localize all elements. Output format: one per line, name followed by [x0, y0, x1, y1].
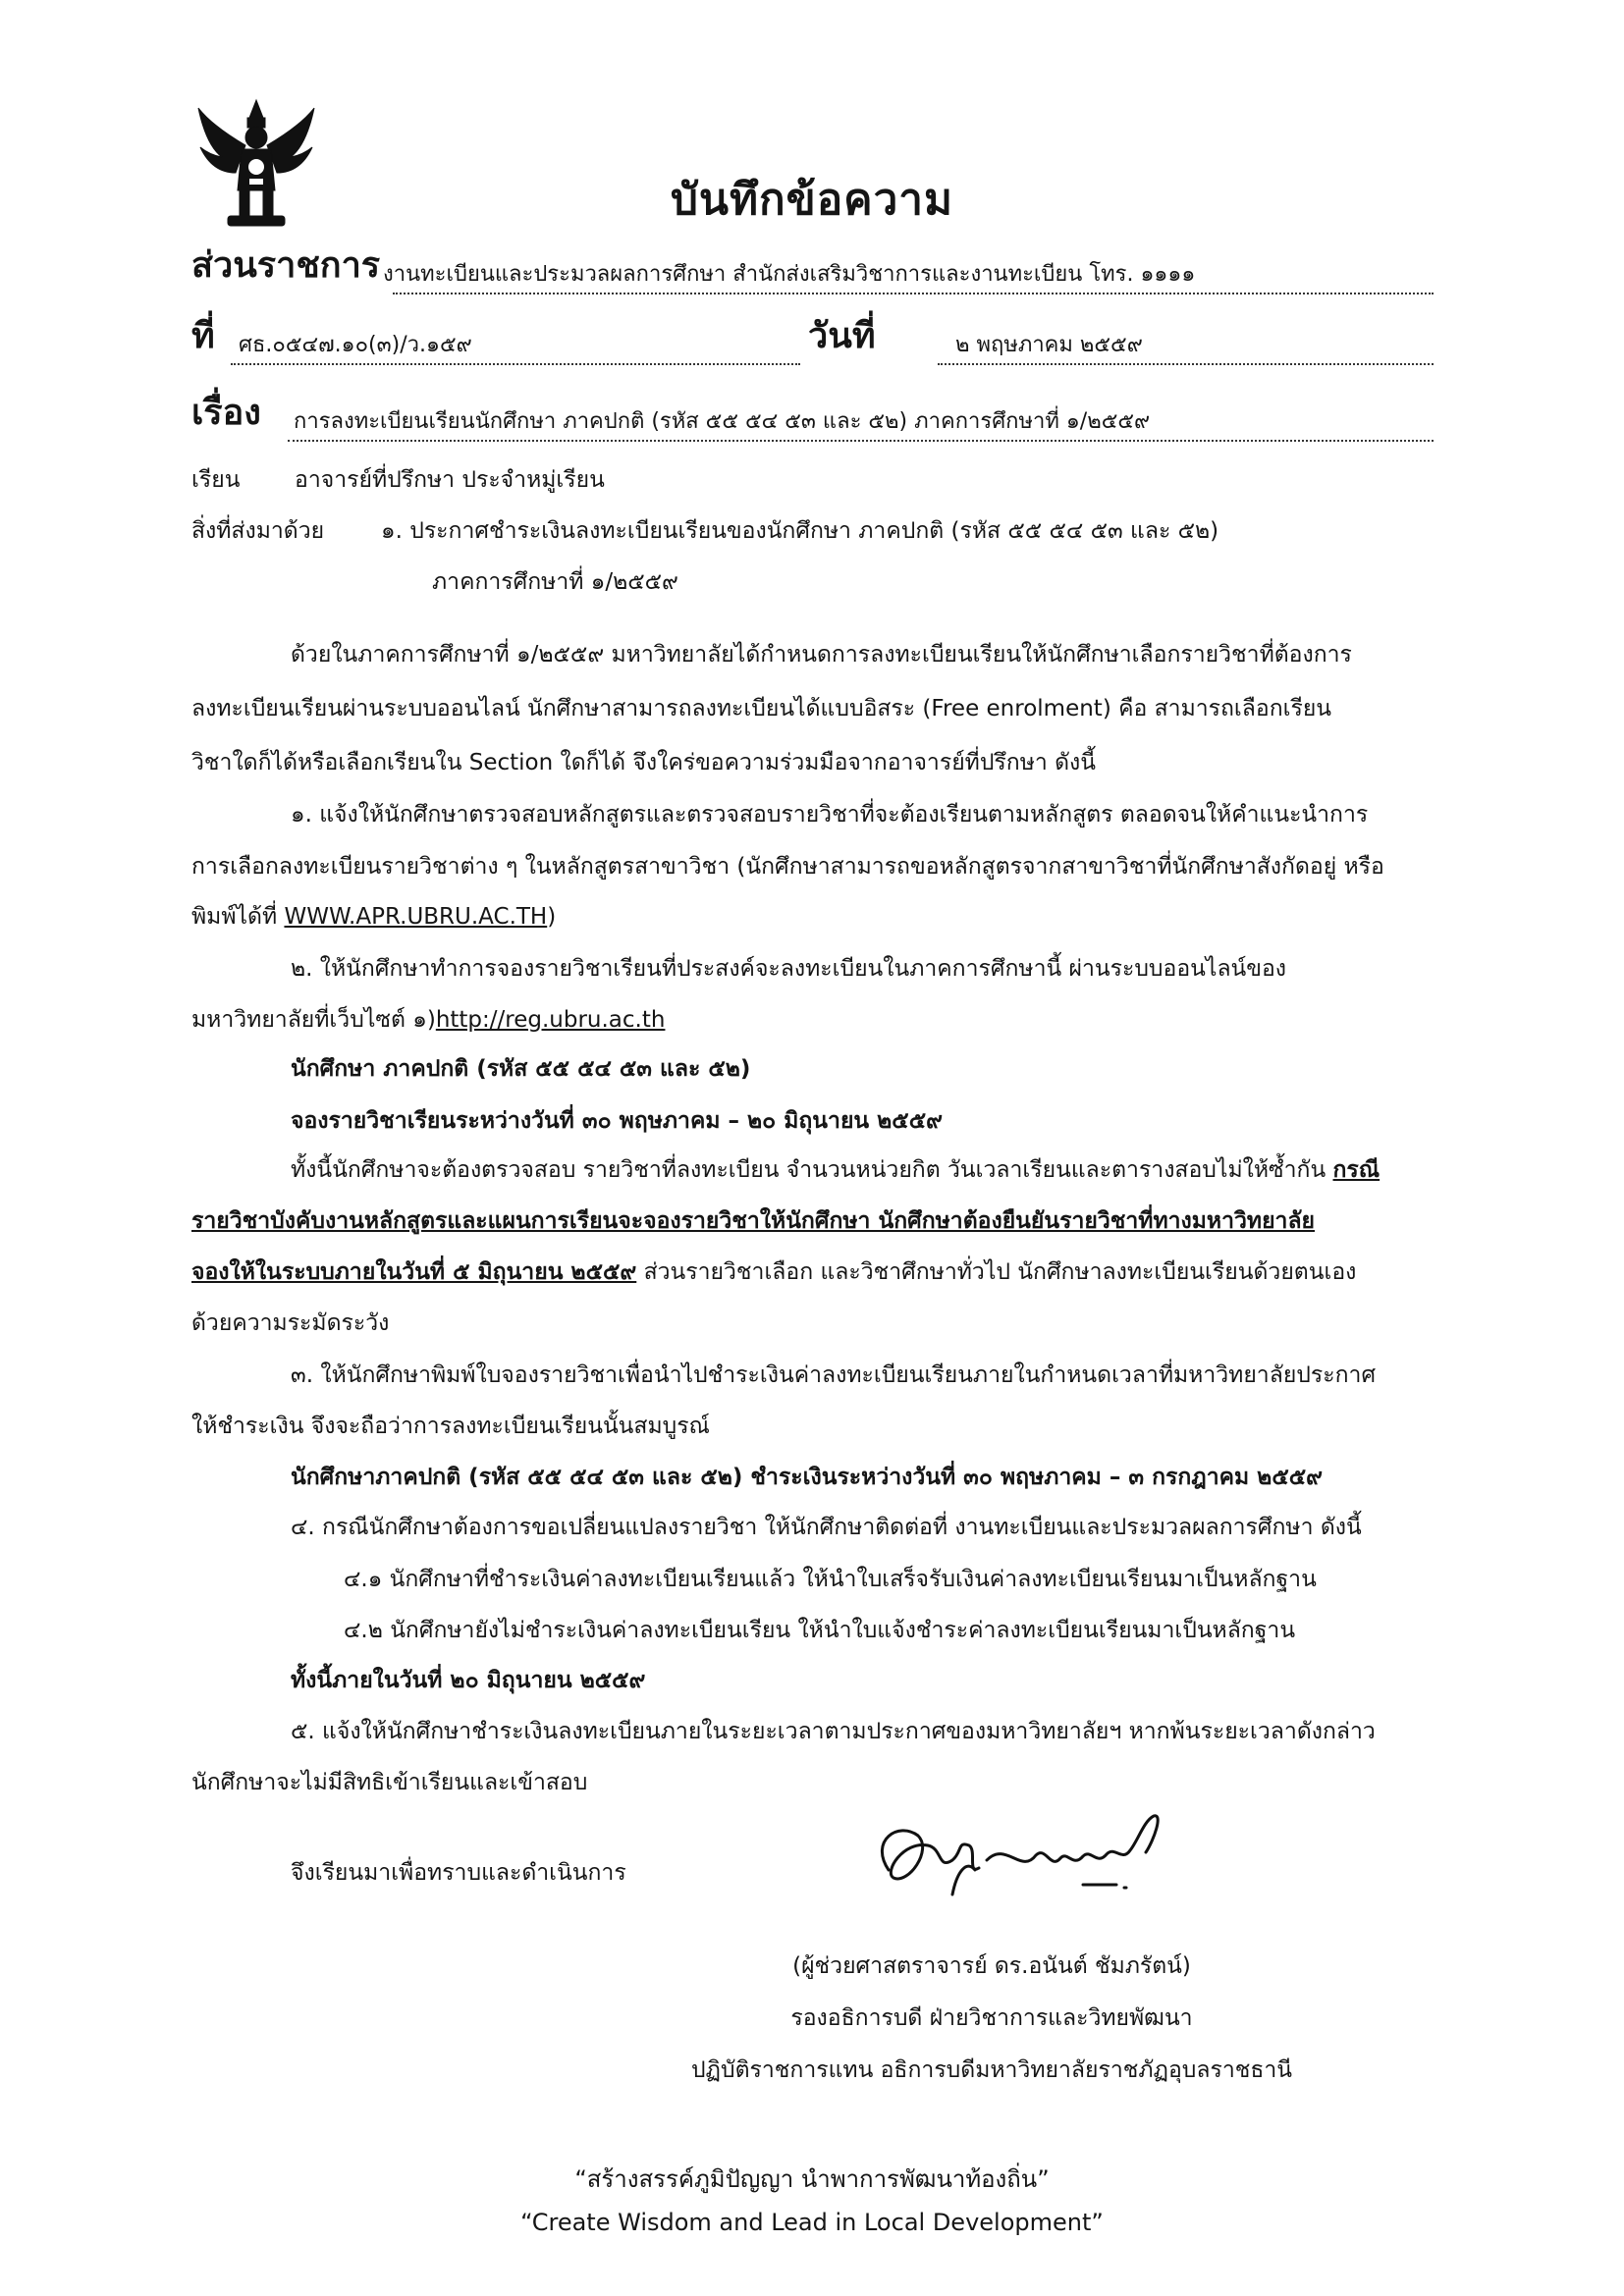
agency-label: ส่วนราชการ [191, 245, 381, 286]
item-5-line-1: ๕. แจ้งให้นักศึกษาชำระเงินลงทะเบียนภายในระยะเวลาตามประกาศของมหาวิทยาลัยฯ หากพ้นระยะเวลาดังกล่าว [291, 1719, 1376, 1744]
attachment-line-1: ๑. ประกาศชำระเงินลงทะเบียนเรียนของนักศึกษา ภาคปกติ (รหัส ๕๕ ๕๔ ๕๓ และ ๕๒) [381, 518, 1219, 544]
item-4-deadline: ทั้งนี้ภายในวันที่ ๒๐ มิถุนายน ๒๕๕๙ [291, 1668, 646, 1693]
item-2-booking-period: จองรายวิชาเรียนระหว่างวันที่ ๓๐ พฤษภาคม – ๒๐ มิถุนายน ๒๕๕๙ [291, 1108, 943, 1134]
item-2-line-7 [191, 1257, 1356, 1287]
item-2-student-group: นักศึกษา ภาคปกติ (รหัส ๕๕ ๕๔ ๕๓ และ ๕๒) [291, 1056, 751, 1082]
item-1-line-1: ๑. แจ้งให้นักศึกษาตรวจสอบหลักสูตรและตรวจสอบรายวิชาที่จะต้องเรียนตามหลักสูตร ตลอดจนให้คำแนะนำการ [291, 802, 1369, 828]
reference-dotted-line [231, 363, 800, 365]
item-2-line-8: ด้วยความระมัดระวัง [191, 1310, 390, 1336]
reg-website-link[interactable]: http://reg.ubru.ac.th [435, 1007, 666, 1033]
intro-line-2: ลงทะเบียนเรียนผ่านระบบออนไลน์ นักศึกษาสามารถลงทะเบียนได้แบบอิสระ (Free enrolment) คือ สามารถเลือกเรียน [191, 696, 1332, 721]
date-label: วันที่ [808, 316, 876, 356]
item-4-1: ๔.๑ นักศึกษาที่ชำระเงินค่าลงทะเบียนเรียนแล้ว ให้นำใบเสร็จรับเงินค่าลงทะเบียนเรียนมาเป็นหลักฐาน [344, 1567, 1317, 1592]
item-2-prefix: มหาวิทยาลัยที่เว็บไซต์ ๑) [191, 1007, 436, 1033]
signatory-position-1: รองอธิการบดี ฝ่ายวิชาการและวิทยพัฒนา [790, 2005, 1193, 2031]
signatory-position-2: ปฏิบัติราชการแทน อธิการบดีมหาวิทยาลัยราชภัฏอุบลราชธานี [690, 2057, 1293, 2083]
item-2-line-6: รายวิชาบังคับงานหลักสูตรและแผนการเรียนจะจองรายวิชาให้นักศึกษา นักศึกษาต้องยืนยันรายวิชาที่ทางมหาวิทยาลัย [191, 1208, 1316, 1234]
item-2-check-text: ทั้งนี้นักศึกษาจะต้องตรวจสอบ รายวิชาที่ลงทะเบียน จำนวนหน่วยกิต วันเวลาเรียนและตารางสอบไม่ให้ซ้ำกัน [291, 1157, 1333, 1183]
item-3-line-1: ๓. ให้นักศึกษาพิมพ์ใบจองรายวิชาเพื่อนำไปชำระเงินค่าลงทะเบียนเรียนภายในกำหนดเวลาที่มหาวิทยาลัยประกาศ [291, 1362, 1377, 1388]
item-1-prefix: พิมพ์ได้ที่ [191, 904, 285, 930]
handwritten-signature [859, 1801, 1193, 1919]
item-5-line-2: นักศึกษาจะไม่มีสิทธิเข้าเรียนและเข้าสอบ [191, 1770, 588, 1795]
subject-dotted-line [288, 440, 1434, 442]
attachment-line-2: ภาคการศึกษาที่ ๑/๒๕๕๙ [432, 569, 678, 595]
slogan-english: “Create Wisdom and Lead in Local Development” [520, 2209, 1104, 2236]
slogan-thai: “สร้างสรรค์ภูมิปัญญา นำพาการพัฒนาท้องถิ่น” [574, 2165, 1050, 2193]
reference-row [191, 316, 1434, 367]
intro-line-3: วิชาใดก็ได้หรือเลือกเรียนใน Section ใดก็ได้ จึงใคร่ขอความร่วมมือจากอาจารย์ที่ปรึกษา ดังนี้ [191, 750, 1096, 775]
to-label: เรียน [191, 467, 241, 493]
item-2-deadline: จองให้ในระบบภายในวันที่ ๕ มิถุนายน ๒๕๕๙ [191, 1259, 637, 1285]
closing-text: จึงเรียนมาเพื่อทราบและดำเนินการ [291, 1860, 626, 1886]
subject-label: เรื่อง [191, 393, 261, 433]
item-4-2: ๔.๒ นักศึกษายังไม่ชำระเงินค่าลงทะเบียนเรียน ให้นำใบแจ้งชำระค่าลงทะเบียนเรียนมาเป็นหลักฐาน [344, 1618, 1296, 1643]
item-2-line-5 [291, 1155, 1380, 1185]
subject-row [191, 393, 1434, 444]
item-1-suffix: ) [547, 904, 557, 930]
date-dotted-line [938, 363, 1434, 365]
agency-dotted-line [393, 293, 1434, 294]
item-1-line-3 [191, 902, 556, 932]
memo-title: บันทึกข้อความ [670, 175, 953, 225]
item-3-payment-period: นักศึกษาภาคปกติ (รหัส ๕๕ ๕๔ ๕๓ และ ๕๒) ชำระเงินระหว่างวันที่ ๓๐ พฤษภาคม – ๓ กรกฎาคม ๒๕๕๙ [291, 1465, 1324, 1490]
item-4-line-1: ๔. กรณีนักศึกษาต้องการขอเปลี่ยนแปลงรายวิชา ให้นักศึกษาติดต่อที่ งานทะเบียนและประมวลผลการศึกษา ดังนี้ [291, 1515, 1362, 1540]
agency-value: งานทะเบียนและประมวลผลการศึกษา สำนักส่งเสริมวิชาการและงานทะเบียน โทร. ๑๑๑๑ [383, 262, 1196, 287]
item-3-line-2: ให้ชำระเงิน จึงจะถือว่าการลงทะเบียนเรียนนั้นสมบูรณ์ [191, 1414, 710, 1439]
item-2-case-text: กรณี [1332, 1157, 1380, 1183]
item-2-line-1: ๒. ให้นักศึกษาทำการจองรายวิชาเรียนที่ประสงค์จะลงทะเบียนในภาคการศึกษานี้ ผ่านระบบออนไลน์ของ [291, 956, 1287, 982]
apr-website-link[interactable]: WWW.APR.UBRU.AC.TH [284, 904, 548, 930]
item-2-elective-text: ส่วนรายวิชาเลือก และวิชาศึกษาทั่วไป นักศึกษาลงทะเบียนเรียนด้วยตนเอง [636, 1259, 1357, 1285]
date-value: ๒ พฤษภาคม ๒๕๕๙ [955, 333, 1143, 357]
reference-label: ที่ [191, 316, 215, 356]
attachment-label: สิ่งที่ส่งมาด้วย [191, 518, 325, 544]
item-1-line-2: การเลือกลงทะเบียนรายวิชาต่าง ๆ ในหลักสูตรสาขาวิชา (นักศึกษาสามารถขอหลักสูตรจากสาขาวิชาที่นักศึกษาสังกัดอยู่ หรือ [191, 854, 1384, 880]
intro-line-1: ด้วยในภาคการศึกษาที่ ๑/๒๕๕๙ มหาวิทยาลัยได้กำหนดการลงทะเบียนเรียนให้นักศึกษาเลือกรายวิชาที่ต้องการ [291, 642, 1352, 667]
signatory-name: (ผู้ช่วยศาสตราจารย์ ดร.อนันต์ ชัมภรัตน์) [792, 1953, 1191, 1979]
subject-value: การลงทะเบียนเรียนนักศึกษา ภาคปกติ (รหัส ๕๕ ๕๔ ๕๓ และ ๕๒) ภาคการศึกษาที่ ๑/๒๕๕๙ [294, 409, 1151, 434]
reference-value: ศธ.๐๕๔๗.๑๐(๓)/ว.๑๕๙ [239, 333, 472, 357]
agency-row [191, 245, 1434, 296]
to-value: อาจารย์ที่ปรึกษา ประจำหมู่เรียน [295, 467, 605, 493]
item-2-line-2 [191, 1005, 665, 1035]
